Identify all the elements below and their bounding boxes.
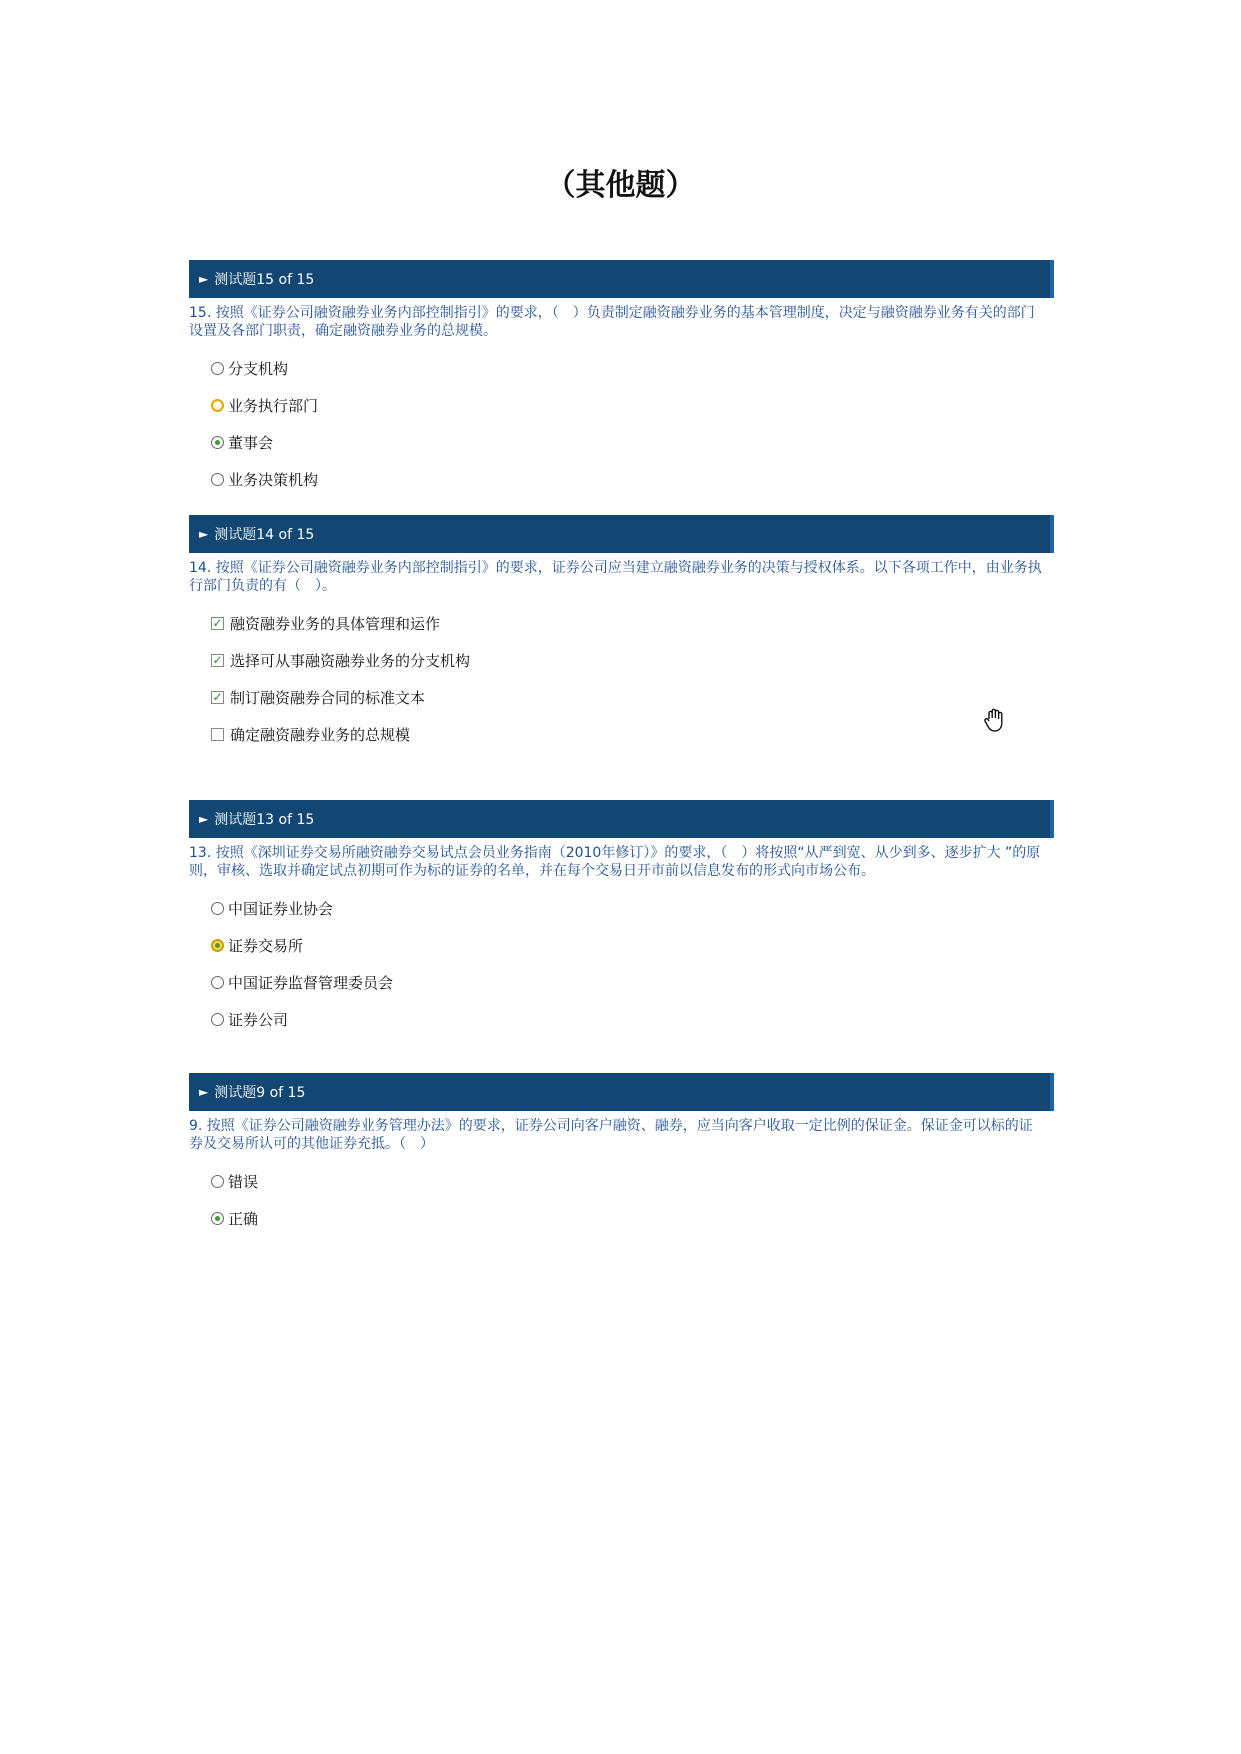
checkbox-unchecked[interactable] (211, 728, 224, 741)
question-header-label: 测试题13 of 15 (214, 812, 315, 828)
radio-button-selected[interactable] (211, 436, 224, 449)
hand-cursor-icon (980, 705, 1010, 735)
page-title: （其他题） (545, 168, 696, 203)
checkbox-checked[interactable]: ✓ (212, 690, 223, 704)
option-radio-selected[interactable] (211, 424, 1054, 461)
arrow-bullet-icon: ► (199, 812, 209, 826)
radio-button-selected[interactable] (211, 1212, 224, 1225)
arrow-bullet-icon: ► (199, 272, 209, 286)
option-radio-selected[interactable] (211, 1200, 1054, 1237)
radio-button[interactable] (211, 399, 224, 412)
option-label: 中国证券业协会 (228, 900, 334, 918)
question-header-label: 测试题15 of 15 (214, 272, 315, 288)
option-label: 证券交易所 (228, 937, 304, 955)
option-label: 证券公司 (228, 1011, 289, 1029)
option-checkbox[interactable] (211, 642, 1054, 679)
option-label: 业务决策机构 (228, 471, 319, 489)
radio-button[interactable] (211, 473, 224, 486)
question-header (189, 260, 1054, 298)
question-header (189, 800, 1054, 838)
option-label: 选择可从事融资融券业务的分支机构 (230, 652, 471, 670)
question-text: 15. 按照《证券公司融资融券业务内部控制指引》的要求，（ ）负责制定融资融券业务的基本管理制度，决定与融资融券业务有关的部门设置及各部门职责，确定融资融券业务的总规模。 (189, 305, 1035, 339)
radio-button[interactable] (211, 1175, 224, 1188)
radio-button[interactable] (211, 976, 224, 989)
arrow-bullet-icon: ► (199, 527, 209, 541)
question-block-9 (189, 1073, 1054, 1237)
option-label: 中国证券监督管理委员会 (228, 974, 394, 992)
question-text: 9. 按照《证券公司融资融券业务管理办法》的要求，证券公司向客户融资、融券，应当向客户收取一定比例的保证金。保证金可以标的证券及交易所认可的其他证券充抵。（ ） (189, 1118, 1033, 1152)
option-label: 错误 (228, 1173, 259, 1191)
checkbox-checked[interactable]: ✓ (212, 653, 223, 667)
option-radio[interactable] (211, 1001, 1054, 1038)
option-radio[interactable] (211, 964, 1054, 1001)
radio-button[interactable] (211, 1013, 224, 1026)
option-label: 融资融券业务的具体管理和运作 (230, 615, 441, 633)
radio-button-selected[interactable] (211, 939, 224, 952)
question-header (189, 515, 1054, 553)
checkbox-checked[interactable]: ✓ (212, 616, 223, 630)
option-label: 董事会 (228, 434, 274, 452)
option-radio[interactable] (211, 890, 1054, 927)
question-header (189, 1073, 1054, 1111)
question-block-14 (189, 515, 1054, 753)
question-text: 13. 按照《深圳证券交易所融资融券交易试点会员业务指南（2010年修订）》的要求，（ ）将按照“从严到宽、从少到多、逐步扩大 ”的原则，审核、选取并确定试点初期可作为标的证券的名单，并在每个交易日开市前以信息发布的形式向市场公布。 (189, 845, 1041, 879)
option-label: 业务执行部门 (228, 397, 319, 415)
option-checkbox[interactable] (211, 679, 1054, 716)
option-radio[interactable] (211, 387, 1054, 424)
question-block-15 (189, 260, 1054, 498)
option-radio[interactable] (211, 1163, 1054, 1200)
option-label: 确定融资融券业务的总规模 (230, 726, 411, 744)
question-block-13 (189, 800, 1054, 1038)
option-list (189, 605, 1054, 753)
option-list (189, 350, 1054, 498)
option-radio-selected[interactable] (211, 927, 1054, 964)
option-checkbox[interactable] (211, 605, 1054, 642)
radio-button[interactable] (211, 902, 224, 915)
option-checkbox[interactable] (211, 716, 1054, 753)
option-radio[interactable] (211, 350, 1054, 387)
option-label: 制订融资融券合同的标准文本 (230, 689, 426, 707)
option-radio[interactable] (211, 461, 1054, 498)
option-label: 分支机构 (228, 360, 289, 378)
question-header-label: 测试题9 of 15 (214, 1085, 306, 1101)
question-text: 14. 按照《证券公司融资融券业务内部控制指引》的要求，证券公司应当建立融资融券业务的决策与授权体系。以下各项工作中，由业务执行部门负责的有（ ）。 (189, 560, 1042, 594)
radio-button[interactable] (211, 362, 224, 375)
arrow-bullet-icon: ► (199, 1085, 209, 1099)
option-list (189, 1163, 1054, 1237)
option-list (189, 890, 1054, 1038)
option-label: 正确 (228, 1210, 259, 1228)
question-header-label: 测试题14 of 15 (214, 527, 315, 543)
